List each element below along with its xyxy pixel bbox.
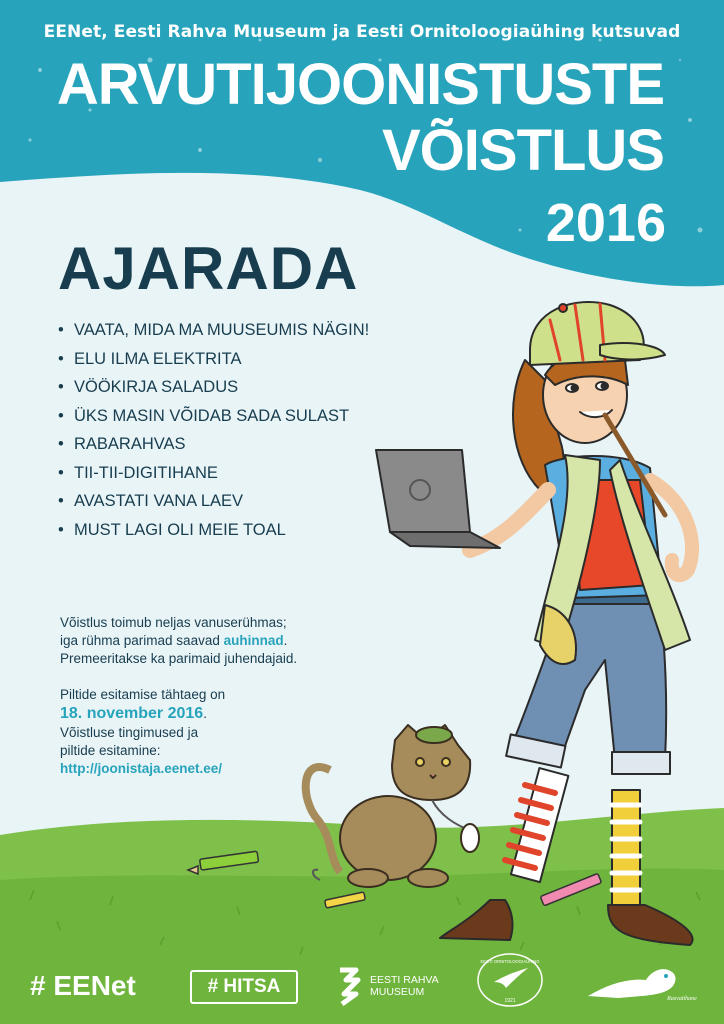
bullet-icon: •	[58, 463, 64, 482]
info-line-1: Võistlus toimub neljas vanuserühmas;	[60, 615, 287, 630]
great-tit-bird-icon	[588, 969, 675, 998]
eoy-name-text: EESTI ORNITOLOOGIAÜHING	[480, 959, 540, 964]
swallow-icon	[494, 968, 528, 988]
bullet-icon: •	[58, 520, 64, 539]
topics-list	[58, 316, 369, 544]
info-line-2: iga rühma parimad saavad auhinnad.	[60, 633, 288, 648]
title-line-2: VÕISTLUS	[381, 118, 664, 183]
erm-name-line-1: EESTI RAHVA	[370, 974, 439, 986]
title-year: 2016	[545, 193, 666, 253]
topics-heading: AJARADA	[58, 235, 359, 302]
deadline-date: 18. november 2016	[60, 705, 204, 722]
erm-logo	[336, 966, 456, 1006]
deadline-line-1: Piltide esitamise tähtaeg on	[60, 687, 226, 702]
bullet-icon: •	[58, 378, 64, 396]
great-tit-logo	[578, 956, 708, 1006]
bullet-icon: •	[58, 435, 64, 453]
invitation-line: EENet, Eesti Rahva Muuseum ja Eesti Ornitoloogiaühing kutsuvad	[43, 22, 681, 42]
topic-item: • VÖÖKIRJA SALADUS	[58, 373, 369, 402]
bird-caption: Rasvatihane	[667, 996, 697, 1002]
topic-item: • RABARAHVAS	[58, 430, 369, 459]
eenet-logo: # EENet	[30, 970, 136, 1001]
ornithology-society-logo	[470, 950, 550, 1010]
eoy-year-text: 1921	[504, 998, 516, 1004]
topic-item: • VAATA, MIDA MA MUUSEUMIS NÄGIN!	[58, 316, 369, 345]
topic-item: • ÜKS MASIN VÕIDAB SADA SULAST	[58, 402, 369, 431]
topic-item: • AVASTATI VANA LAEV	[58, 487, 369, 516]
erm-mark-icon	[336, 966, 366, 1006]
prizes-highlight: auhinnad	[223, 633, 284, 648]
info-line-3: Premeeritakse ka parimaid juhendajaid.	[60, 651, 298, 666]
title-line-1: ARVUTIJOONISTUSTE	[56, 52, 664, 117]
erm-name-line-2: MUUSEUM	[370, 986, 425, 998]
topic-item: • ELU ILMA ELEKTRITA	[58, 345, 369, 374]
bullet-icon: •	[58, 349, 64, 368]
deadline-line-3: Võistluse tingimused ja	[60, 725, 199, 740]
bullet-icon: •	[58, 406, 64, 425]
bullet-icon: •	[58, 492, 64, 510]
contest-url-link[interactable]: http://joonistaja.eenet.ee/	[60, 761, 223, 776]
deadline-date-line: 18. november 2016.	[60, 705, 207, 722]
deadline-info	[60, 686, 225, 778]
topic-item: • MUST LAGI OLI MEIE TOAL	[58, 516, 369, 545]
deadline-line-4: piltide esitamine:	[60, 743, 161, 758]
topic-item: • TII-TII-DIGITIHANE	[58, 459, 369, 488]
hitsa-logo: # HITSA	[190, 970, 298, 1004]
bullet-icon: •	[58, 321, 64, 339]
competition-info	[60, 614, 297, 668]
